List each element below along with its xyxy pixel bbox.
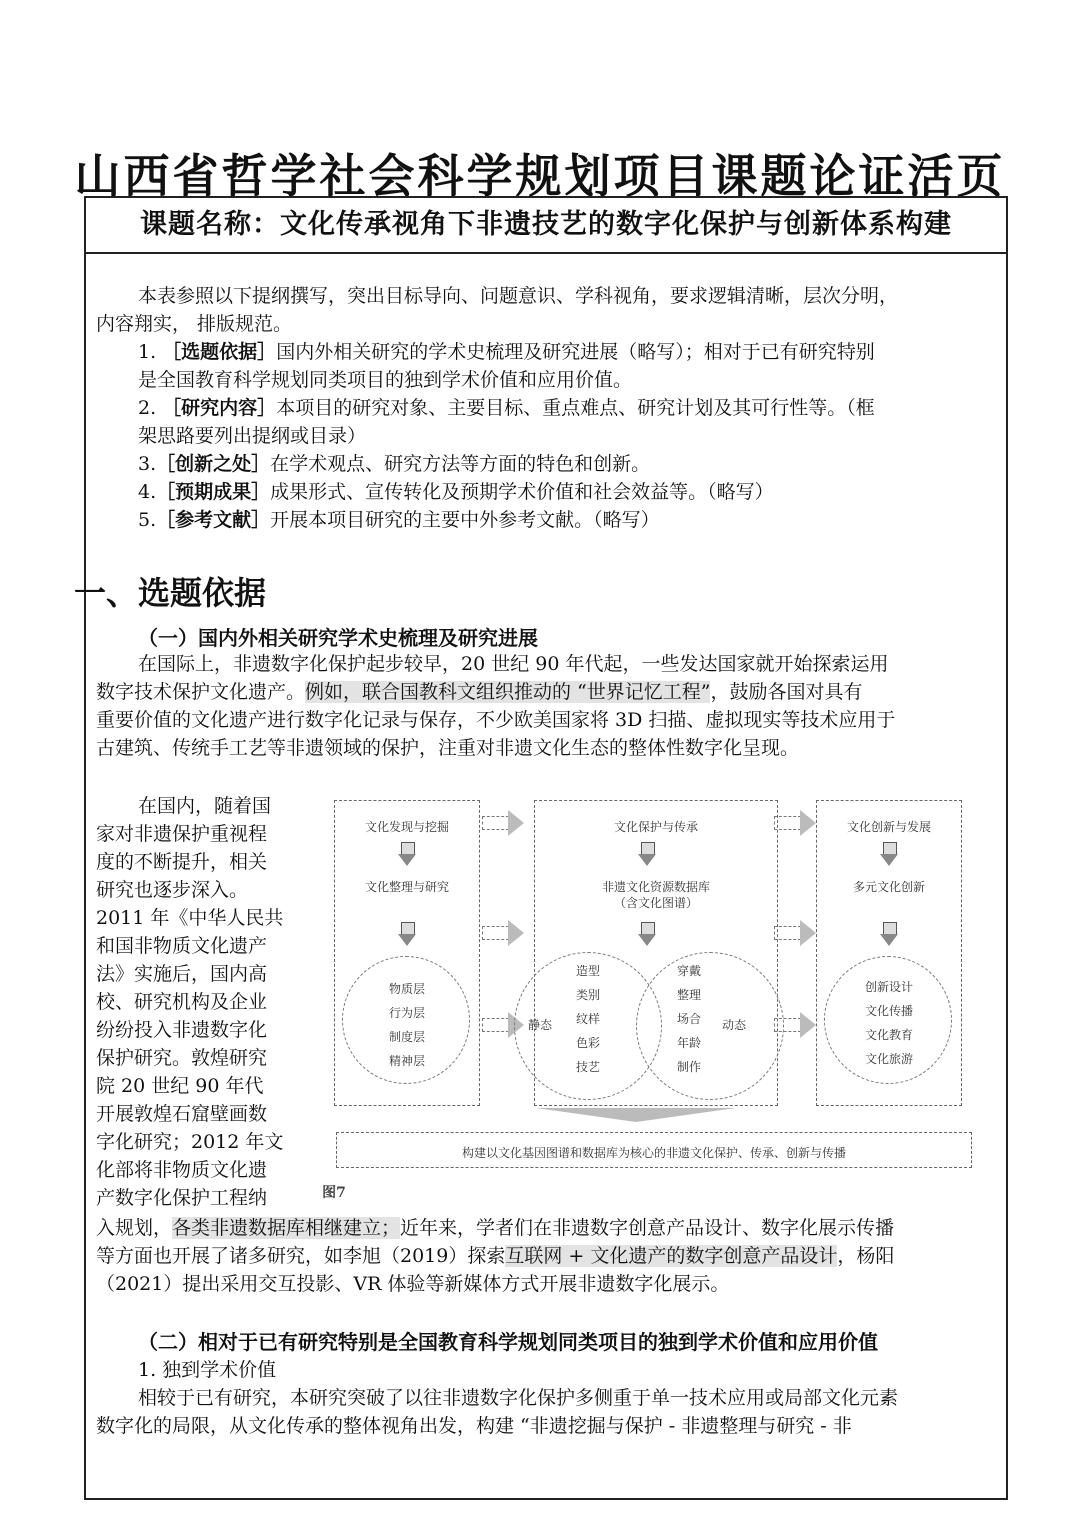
arrow-right-icon [482,920,526,946]
diagram-col3-mid: 多元文化创新 [852,880,925,894]
para1-line1: 在国际上，非遗数字化保护起步较早，20 世纪 90 年代起，一些发达国家就开始探索运用 [138,653,889,675]
diagram-dynamic-label: 动态 [721,1018,746,1032]
diagram-col1-mid: 文化整理与研究 [364,880,449,894]
para2-cont-line2: 等方面也开展了诸多研究，如李旭（2019）探索互联网 + 文化遗产的数字创意产品设计，杨阳 [96,1245,895,1267]
para2-left-line: 纷纷投入非遗数字化 [96,1019,268,1041]
arrow-down-icon [638,842,656,868]
highlight-databases: 各类非遗数据库相继建立； [172,1217,401,1239]
arrow-right-icon [774,1012,818,1038]
diagram-dynamic-item: 场合 [676,1012,701,1026]
intro-item-1-cont: 是全国教育科学规划同类项目的独到学术价值和应用价值。 [138,369,633,391]
para2-left-line: 法》实施后，国内高 [96,963,268,985]
para2-left-line: 保护研究。敦煌研究 [96,1047,268,1069]
para2-left-line: 家对非遗保护重视程 [96,823,268,845]
arrow-down-icon [880,922,898,948]
para2-left-line: 院 20 世纪 90 年代 [96,1075,264,1097]
para1-line2: 数字技术保护文化遗产。例如，联合国教科文组织推动的 “世界记忆工程”，鼓励各国对具有 [96,681,863,703]
figure-caption: 图7 [322,1185,346,1201]
para1-line4: 古建筑、传统手工艺等非遗领域的保护，注重对非遗文化生态的整体性数字化呈现。 [96,737,800,759]
intro-line1: 本表参照以下提纲撰写，突出目标导向、问题意识、学科视角，要求逻辑清晰，层次分明， [138,285,899,307]
para2-left-line: 校、研究机构及企业 [96,991,268,1013]
highlight-world-memory: 例如，联合国教科文组织推动的 “世界记忆工程” [305,681,711,703]
para2-cont-line1: 入规划，各类非遗数据库相继建立；近年来，学者们在非遗数字创意产品设计、数字化展示传播 [96,1217,895,1239]
para2-left-line: 在国内，随着国 [138,795,272,817]
converge-arrow-icon [536,1108,736,1122]
diagram-db-line1: 非遗文化资源数据库 [601,880,710,894]
subsection-2-heading: （二）相对于已有研究特别是全国教育科学规划同类项目的独到学术价值和应用价值 [138,1330,878,1354]
diagram-layer-4: 精神层 [388,1054,425,1068]
intro-item-2: 2. ［研究内容］本项目的研究对象、主要目标、重点难点、研究计划及其可行性等。（框 [138,397,875,419]
diagram-layer-2: 行为层 [388,1006,425,1020]
diagram-col2-top: 文化保护与传承 [613,820,698,834]
para2-left-line: 2011 年《中华人民共 [96,907,284,929]
arrow-down-icon [638,922,656,948]
page-title: 山西省哲学社会科学规划项目课题论证活页 [74,149,1006,203]
diagram-static-item: 类别 [575,988,600,1002]
para3-line2: 数字化的局限，从文化传承的整体视角出发，构建 “非遗挖掘与保护 - 非遗整理与研究 - 非 [96,1415,852,1437]
para2-left-line: 产数字化保护工程纳 [96,1187,268,1209]
para1-line3: 重要价值的文化遗产进行数字化记录与保存，不少欧美国家将 3D 扫描、虚拟现实等技术应用于 [96,709,896,731]
arrow-down-icon [880,842,898,868]
diagram-static-item: 色彩 [575,1036,600,1050]
subsection-1-heading: （一）国内外相关研究学术史梳理及研究进展 [138,626,538,650]
intro-item-2-cont: 架思路要列出提纲或目录） [138,425,367,447]
para2-left-line: 度的不断提升，相关 [96,851,268,873]
diagram-dynamic-item: 年龄 [676,1036,701,1050]
para2-left-line: 和国非物质文化遗产 [96,935,268,957]
topic-name: 课题名称：文化传承视角下非遗技艺的数字化保护与创新体系构建 [86,198,1006,254]
highlight-internet-heritage: 互联网 + 文化遗产的数字创意产品设计 [505,1245,838,1267]
diagram-static-item: 造型 [575,964,600,978]
arrow-right-icon [774,920,818,946]
diagram-layer-1: 物质层 [388,982,425,996]
intro-line2: 内容翔实， 排版规范。 [96,313,293,335]
diagram-innov-2: 文化传播 [864,1004,913,1018]
section-heading: 一、选题依据 [74,574,267,612]
arrow-right-icon [774,810,818,836]
intro-item-5: 5.［参考文献］开展本项目研究的主要中外参考文献。（略写） [138,509,660,531]
diagram-layer-3: 制度层 [388,1030,425,1044]
diagram-col3-top: 文化创新与发展 [846,820,931,834]
diagram-db-line2: （含文化图谱） [613,896,698,910]
arrow-down-icon [398,922,416,948]
diagram-dynamic-item: 整理 [676,988,701,1002]
para2-left-line: 开展敦煌石窟壁画数 [96,1103,268,1125]
diagram-static-item: 纹样 [575,1012,600,1026]
diagram-innov-4: 文化旅游 [864,1052,913,1066]
para2-left-line: 研究也逐步深入。 [96,879,249,901]
para2-left-line: 字化研究；2012 年文 [96,1131,284,1153]
arrow-right-icon [482,810,526,836]
diagram-bottom-text: 构建以文化基因图谱和数据库为核心的非遗文化保护、传承、创新与传播 [461,1146,846,1160]
value-title: 1. 独到学术价值 [138,1359,277,1381]
para3-line1: 相较于已有研究，本研究突破了以往非遗数字化保护多侧重于单一技术应用或局部文化元素 [138,1387,899,1409]
diagram-innov-3: 文化教育 [864,1028,913,1042]
para2-cont-line3: （2021）提出采用交互投影、VR 体验等新媒体方式开展非遗数字化展示。 [96,1273,730,1295]
diagram-dynamic-item: 穿戴 [676,964,701,978]
diagram-static-item: 技艺 [575,1060,600,1074]
diagram-static-label: 静态 [527,1018,552,1032]
intro-item-1: 1. ［选题依据］国内外相关研究的学术史梳理及研究进展（略写）；相对于已有研究特别 [138,341,875,363]
arrow-down-icon [398,842,416,868]
diagram-innov-1: 创新设计 [864,980,913,994]
para2-left-line: 化部将非物质文化遗 [96,1159,268,1181]
figure-7-diagram [322,786,998,1206]
intro-item-3: 3.［创新之处］在学术观点、研究方法等方面的特色和创新。 [138,453,651,475]
intro-item-4: 4.［预期成果］成果形式、宣传转化及预期学术价值和社会效益等。（略写） [138,481,774,503]
diagram-col1-top: 文化发现与挖掘 [364,820,449,834]
diagram-dynamic-item: 制作 [676,1060,701,1074]
